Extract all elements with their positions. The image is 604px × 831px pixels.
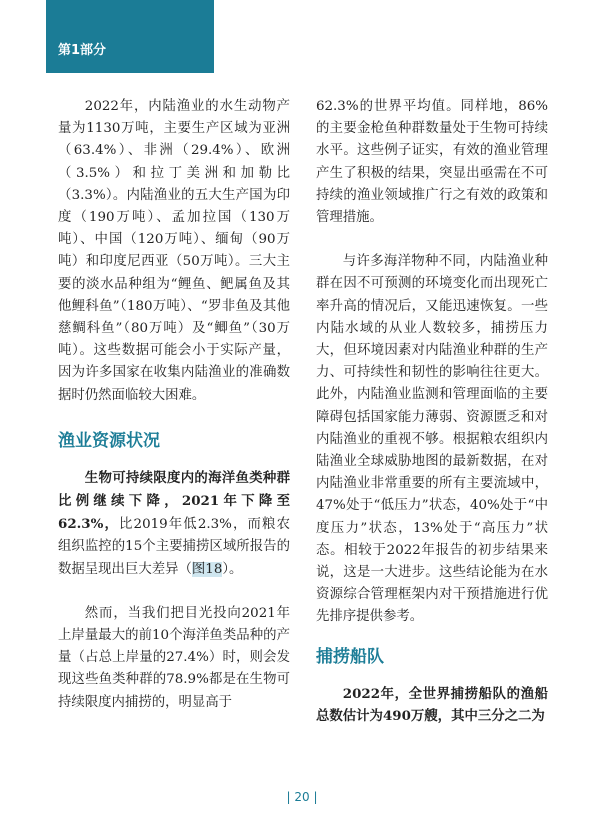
part-label: 第1部分 bbox=[58, 43, 107, 58]
section-heading-fishery-resources: 渔业资源状况 bbox=[58, 430, 160, 451]
left-paragraph-2-bold: 生物可持续限度内的海洋鱼类种群比例继续下降，2021年下降至62.3%， bbox=[58, 469, 290, 533]
section-tab bbox=[46, 0, 214, 73]
page-number: | 20 | bbox=[286, 790, 318, 804]
right-paragraph-3: 2022年，全世界捕捞船队的渔船总数估计为490万艘，其中三分之二为 bbox=[316, 685, 548, 724]
right-paragraph-1: 62.3%的世界平均值。同样地，86%的主要金枪鱼种群数量处于生物可持续水平。这些例子证实，有效的渔业管理产生了积极的结果，突显出亟需在不可持续的渔业领域推广行之有效的政策和管理措施。 bbox=[316, 99, 548, 226]
left-paragraph-3: 然而，当我们把目光投向2021年上岸量最大的前10个海洋鱼类品种的产量（占总上岸量的27.4%）时，则会发现这些鱼类种群的78.9%都是在生物可持续限度内捕捞的，明显高于 bbox=[58, 605, 290, 710]
left-column bbox=[58, 96, 290, 714]
left-paragraph-2-end: ）。 bbox=[222, 561, 243, 577]
left-paragraph-2 bbox=[58, 467, 290, 581]
left-paragraph-1: 2022年，内陆渔业的水生动物产量为1130万吨，主要生产区域为亚洲（63.4%）、非洲（29.4%）、欧洲（3.5%）和拉丁美洲和加勒比（3.3%）。内陆渔业的五大生产国为印度（190万吨）、孟加拉国（130万吨）、中国（120万吨）、缅甸（90万吨）和印度尼西亚（50万吨）。三大主要的淡水品种组为“鲤鱼、鲃属鱼及其他鲤科鱼”（180万吨）、“罗非鱼及其他慈鲷科鱼”（80万吨）及“鲫鱼”（30万吨）。这些数据可能会小于实际产量，因为许多国家在收集内陆渔业的准确数据时仍然面临较大困难。 bbox=[58, 99, 290, 403]
right-column bbox=[316, 96, 548, 727]
right-paragraph-2: 与许多海洋物种不同，内陆渔业种群在因不可预测的环境变化而出现死亡率升高的情况后，又能迅速恢复。一些内陆水域的从业人数较多，捕捞压力大，但环境因素对内陆渔业种群的生产力、可持续性和韧性的影响往往更大。此外，内陆渔业监测和管理面临的主要障碍包括国家能力薄弱、资源匮乏和对内陆渔业的重视不够。根据粮农组织内陆渔业全球威胁地图的最新数据，在对内陆渔业非常重要的所有主要流域中，47%处于“低压力”状态，40%处于“中度压力”状态，13%处于“高压力”状态。相较于2022年报告的初步结果来说，这是一大进步。这些结论能为在水资源综合管理框架内对干预措施进行优先排序提供参考。 bbox=[316, 254, 548, 625]
figure-18-link[interactable]: 图18 bbox=[191, 561, 223, 577]
left-paragraph-2-text: 比2019年低2.3%，而粮农组织监控的15个主要捕捞区域所报告的数据呈现出巨大差异（ bbox=[58, 517, 290, 577]
section-heading-fishing-fleet: 捕捞船队 bbox=[316, 646, 384, 667]
